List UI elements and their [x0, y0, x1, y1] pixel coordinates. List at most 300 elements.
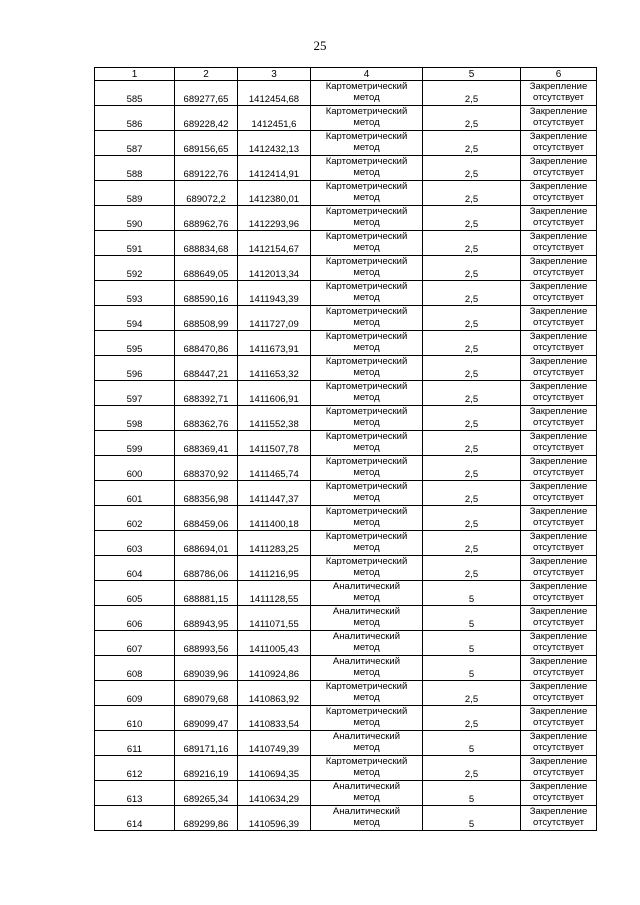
fixing-line-1: Закрепление [529, 531, 588, 542]
table-row [95, 106, 597, 131]
y-coordinate-cell: 1411552,38 [238, 406, 311, 431]
method-line-1: Картометрический [325, 431, 408, 442]
fixing-cell [521, 331, 597, 356]
accuracy-cell: 2,5 [423, 281, 521, 306]
method-cell [311, 706, 423, 731]
point-number-cell: 608 [95, 656, 175, 681]
fixing-cell [521, 106, 597, 131]
x-coordinate-cell: 688649,05 [175, 256, 238, 281]
x-coordinate-cell: 688786,06 [175, 556, 238, 581]
x-coordinate-cell: 688508,99 [175, 306, 238, 331]
method-line-2: метод [353, 542, 380, 553]
fixing-line-2: отсутствует [533, 92, 584, 103]
method-cell [311, 81, 423, 106]
table-row [95, 506, 597, 531]
fixing-cell [521, 181, 597, 206]
point-number-cell: 601 [95, 481, 175, 506]
x-coordinate-cell: 688881,15 [175, 581, 238, 606]
table-row [95, 731, 597, 756]
accuracy-cell: 2,5 [423, 406, 521, 431]
point-number-cell: 614 [95, 806, 175, 831]
x-coordinate-cell: 689039,96 [175, 656, 238, 681]
method-line-2: метод [353, 342, 380, 353]
method-line-1: Картометрический [325, 281, 408, 292]
method-line-2: метод [353, 317, 380, 328]
fixing-cell [521, 206, 597, 231]
method-line-2: метод [353, 742, 380, 753]
table-row [95, 356, 597, 381]
method-cell [311, 631, 423, 656]
fixing-line-2: отсутствует [533, 742, 584, 753]
method-cell [311, 431, 423, 456]
point-number-cell: 593 [95, 281, 175, 306]
table-row [95, 806, 597, 831]
method-cell [311, 756, 423, 781]
table-row [95, 681, 597, 706]
fixing-cell [521, 256, 597, 281]
fixing-line-2: отсутствует [533, 142, 584, 153]
fixing-line-2: отсутствует [533, 417, 584, 428]
method-line-2: метод [353, 417, 380, 428]
point-number-cell: 598 [95, 406, 175, 431]
method-cell [311, 306, 423, 331]
fixing-cell [521, 306, 597, 331]
method-line-2: метод [353, 442, 380, 453]
method-cell [311, 156, 423, 181]
x-coordinate-cell: 688459,06 [175, 506, 238, 531]
fixing-cell [521, 481, 597, 506]
method-line-1: Картометрический [325, 506, 408, 517]
method-cell [311, 231, 423, 256]
accuracy-cell: 5 [423, 656, 521, 681]
method-line-2: метод [353, 167, 380, 178]
x-coordinate-cell: 688943,95 [175, 606, 238, 631]
fixing-cell [521, 356, 597, 381]
method-line-1: Картометрический [325, 156, 408, 167]
table-row [95, 556, 597, 581]
fixing-line-2: отсутствует [533, 242, 584, 253]
method-cell [311, 481, 423, 506]
x-coordinate-cell: 688356,98 [175, 481, 238, 506]
method-line-2: метод [353, 292, 380, 303]
table-row [95, 756, 597, 781]
fixing-line-1: Закрепление [529, 706, 588, 717]
point-number-cell: 594 [95, 306, 175, 331]
y-coordinate-cell: 1411283,25 [238, 531, 311, 556]
y-coordinate-cell: 1411216,95 [238, 556, 311, 581]
fixing-line-2: отсутствует [533, 667, 584, 678]
point-number-cell: 610 [95, 706, 175, 731]
y-coordinate-cell: 1412454,68 [238, 81, 311, 106]
fixing-line-2: отсутствует [533, 167, 584, 178]
point-number-cell: 587 [95, 131, 175, 156]
method-cell [311, 281, 423, 306]
x-coordinate-cell: 688369,41 [175, 431, 238, 456]
table-row [95, 206, 597, 231]
method-cell [311, 681, 423, 706]
fixing-line-2: отсутствует [533, 342, 584, 353]
point-number-cell: 599 [95, 431, 175, 456]
accuracy-cell: 2,5 [423, 81, 521, 106]
table-row [95, 131, 597, 156]
x-coordinate-cell: 688962,76 [175, 206, 238, 231]
point-number-cell: 590 [95, 206, 175, 231]
method-line-1: Картометрический [325, 131, 408, 142]
y-coordinate-cell: 1411465,74 [238, 456, 311, 481]
accuracy-cell: 5 [423, 581, 521, 606]
table-row [95, 156, 597, 181]
column-header: 5 [423, 68, 521, 81]
table-row [95, 481, 597, 506]
fixing-line-1: Закрепление [529, 806, 588, 817]
fixing-cell [521, 706, 597, 731]
fixing-line-1: Закрепление [529, 281, 588, 292]
page-number: 25 [313, 38, 327, 53]
method-line-1: Картометрический [325, 331, 408, 342]
x-coordinate-cell: 689277,65 [175, 81, 238, 106]
fixing-cell [521, 431, 597, 456]
accuracy-cell: 2,5 [423, 556, 521, 581]
method-line-1: Аналитический [332, 656, 401, 667]
method-line-1: Аналитический [332, 581, 401, 592]
fixing-line-1: Закрепление [529, 656, 588, 667]
method-line-1: Картометрический [325, 406, 408, 417]
accuracy-cell: 2,5 [423, 681, 521, 706]
fixing-line-2: отсутствует [533, 492, 584, 503]
y-coordinate-cell: 1410749,39 [238, 731, 311, 756]
y-coordinate-cell: 1412451,6 [238, 106, 311, 131]
method-line-2: метод [353, 667, 380, 678]
fixing-line-1: Закрепление [529, 431, 588, 442]
fixing-line-1: Закрепление [529, 406, 588, 417]
accuracy-cell: 2,5 [423, 306, 521, 331]
fixing-line-1: Закрепление [529, 356, 588, 367]
x-coordinate-cell: 689099,47 [175, 706, 238, 731]
y-coordinate-cell: 1411606,91 [238, 381, 311, 406]
method-line-2: метод [353, 192, 380, 203]
accuracy-cell: 2,5 [423, 756, 521, 781]
fixing-line-2: отсутствует [533, 567, 584, 578]
y-coordinate-cell: 1411005,43 [238, 631, 311, 656]
table-row [95, 706, 597, 731]
table-header-row [95, 68, 597, 81]
method-line-2: метод [353, 567, 380, 578]
method-cell [311, 131, 423, 156]
y-coordinate-cell: 1412380,01 [238, 181, 311, 206]
fixing-line-2: отсутствует [533, 117, 584, 128]
point-number-cell: 609 [95, 681, 175, 706]
method-line-2: метод [353, 692, 380, 703]
x-coordinate-cell: 689299,86 [175, 806, 238, 831]
fixing-cell [521, 531, 597, 556]
table-row [95, 531, 597, 556]
point-number-cell: 606 [95, 606, 175, 631]
fixing-line-2: отсутствует [533, 617, 584, 628]
accuracy-cell: 2,5 [423, 531, 521, 556]
accuracy-cell: 2,5 [423, 356, 521, 381]
x-coordinate-cell: 688447,21 [175, 356, 238, 381]
method-line-2: метод [353, 92, 380, 103]
fixing-line-1: Закрепление [529, 556, 588, 567]
accuracy-cell: 5 [423, 731, 521, 756]
fixing-line-1: Закрепление [529, 231, 588, 242]
y-coordinate-cell: 1412013,34 [238, 256, 311, 281]
y-coordinate-cell: 1412293,96 [238, 206, 311, 231]
point-number-cell: 588 [95, 156, 175, 181]
fixing-line-2: отсутствует [533, 642, 584, 653]
point-number-cell: 605 [95, 581, 175, 606]
method-line-2: метод [353, 392, 380, 403]
x-coordinate-cell: 688834,68 [175, 231, 238, 256]
point-number-cell: 612 [95, 756, 175, 781]
fixing-line-2: отсутствует [533, 392, 584, 403]
y-coordinate-cell: 1412154,67 [238, 231, 311, 256]
accuracy-cell: 2,5 [423, 231, 521, 256]
table-row [95, 256, 597, 281]
fixing-cell [521, 381, 597, 406]
y-coordinate-cell: 1411727,09 [238, 306, 311, 331]
point-number-cell: 604 [95, 556, 175, 581]
fixing-line-1: Закрепление [529, 756, 588, 767]
method-line-2: метод [353, 142, 380, 153]
method-line-2: метод [353, 617, 380, 628]
method-line-2: метод [353, 717, 380, 728]
table-row [95, 306, 597, 331]
fixing-line-1: Закрепление [529, 81, 588, 92]
accuracy-cell: 5 [423, 631, 521, 656]
method-line-2: метод [353, 242, 380, 253]
fixing-line-2: отсутствует [533, 542, 584, 553]
table-row [95, 781, 597, 806]
accuracy-cell: 2,5 [423, 256, 521, 281]
accuracy-cell: 2,5 [423, 106, 521, 131]
fixing-line-1: Закрепление [529, 631, 588, 642]
point-number-cell: 613 [95, 781, 175, 806]
fixing-line-2: отсутствует [533, 717, 584, 728]
y-coordinate-cell: 1411943,39 [238, 281, 311, 306]
point-number-cell: 603 [95, 531, 175, 556]
fixing-line-1: Закрепление [529, 131, 588, 142]
method-line-2: метод [353, 792, 380, 803]
fixing-line-1: Закрепление [529, 606, 588, 617]
fixing-cell [521, 656, 597, 681]
point-number-cell: 611 [95, 731, 175, 756]
fixing-cell [521, 506, 597, 531]
fixing-line-1: Закрепление [529, 581, 588, 592]
fixing-cell [521, 281, 597, 306]
fixing-line-2: отсутствует [533, 217, 584, 228]
y-coordinate-cell: 1411447,37 [238, 481, 311, 506]
method-line-2: метод [353, 117, 380, 128]
accuracy-cell: 5 [423, 806, 521, 831]
method-cell [311, 506, 423, 531]
accuracy-cell: 5 [423, 781, 521, 806]
fixing-cell [521, 631, 597, 656]
accuracy-cell: 2,5 [423, 456, 521, 481]
fixing-line-1: Закрепление [529, 681, 588, 692]
y-coordinate-cell: 1410833,54 [238, 706, 311, 731]
method-line-1: Картометрический [325, 681, 408, 692]
fixing-line-1: Закрепление [529, 381, 588, 392]
fixing-line-2: отсутствует [533, 817, 584, 828]
fixing-line-2: отсутствует [533, 192, 584, 203]
x-coordinate-cell: 689216,19 [175, 756, 238, 781]
y-coordinate-cell: 1410596,39 [238, 806, 311, 831]
fixing-line-2: отсутствует [533, 442, 584, 453]
column-header: 2 [175, 68, 238, 81]
fixing-cell [521, 456, 597, 481]
method-cell [311, 781, 423, 806]
y-coordinate-cell: 1411071,55 [238, 606, 311, 631]
accuracy-cell: 2,5 [423, 506, 521, 531]
fixing-cell [521, 131, 597, 156]
column-header: 4 [311, 68, 423, 81]
table-row [95, 381, 597, 406]
y-coordinate-cell: 1411128,55 [238, 581, 311, 606]
table-row [95, 431, 597, 456]
fixing-line-2: отсутствует [533, 467, 584, 478]
y-coordinate-cell: 1411653,32 [238, 356, 311, 381]
accuracy-cell: 2,5 [423, 206, 521, 231]
method-line-1: Картометрический [325, 181, 408, 192]
method-line-1: Картометрический [325, 306, 408, 317]
method-line-2: метод [353, 467, 380, 478]
table-row [95, 181, 597, 206]
fixing-line-1: Закрепление [529, 156, 588, 167]
fixing-cell [521, 81, 597, 106]
coordinates-table [94, 67, 597, 831]
fixing-line-2: отсутствует [533, 367, 584, 378]
method-line-1: Аналитический [332, 781, 401, 792]
table-row [95, 581, 597, 606]
fixing-cell [521, 806, 597, 831]
fixing-line-2: отсутствует [533, 792, 584, 803]
method-cell [311, 406, 423, 431]
point-number-cell: 600 [95, 456, 175, 481]
method-cell [311, 581, 423, 606]
table-row [95, 631, 597, 656]
accuracy-cell: 2,5 [423, 331, 521, 356]
x-coordinate-cell: 689072,2 [175, 181, 238, 206]
x-coordinate-cell: 689171,16 [175, 731, 238, 756]
table-row [95, 656, 597, 681]
accuracy-cell: 2,5 [423, 181, 521, 206]
method-line-2: метод [353, 217, 380, 228]
method-cell [311, 381, 423, 406]
fixing-cell [521, 231, 597, 256]
accuracy-cell: 2,5 [423, 706, 521, 731]
fixing-cell [521, 731, 597, 756]
fixing-line-1: Закрепление [529, 206, 588, 217]
point-number-cell: 597 [95, 381, 175, 406]
method-line-1: Аналитический [332, 606, 401, 617]
method-cell [311, 731, 423, 756]
method-line-1: Картометрический [325, 106, 408, 117]
method-cell [311, 331, 423, 356]
x-coordinate-cell: 688470,86 [175, 331, 238, 356]
fixing-line-2: отсутствует [533, 692, 584, 703]
fixing-line-1: Закрепление [529, 781, 588, 792]
fixing-cell [521, 781, 597, 806]
fixing-line-1: Закрепление [529, 731, 588, 742]
table-row [95, 456, 597, 481]
x-coordinate-cell: 688392,71 [175, 381, 238, 406]
fixing-line-2: отсутствует [533, 267, 584, 278]
accuracy-cell: 2,5 [423, 481, 521, 506]
fixing-cell [521, 406, 597, 431]
accuracy-cell: 2,5 [423, 381, 521, 406]
fixing-line-2: отсутствует [533, 767, 584, 778]
x-coordinate-cell: 689122,76 [175, 156, 238, 181]
fixing-cell [521, 681, 597, 706]
point-number-cell: 586 [95, 106, 175, 131]
x-coordinate-cell: 688590,16 [175, 281, 238, 306]
accuracy-cell: 2,5 [423, 431, 521, 456]
point-number-cell: 585 [95, 81, 175, 106]
fixing-line-2: отсутствует [533, 292, 584, 303]
fixing-line-1: Закрепление [529, 481, 588, 492]
method-cell [311, 456, 423, 481]
fixing-line-1: Закрепление [529, 181, 588, 192]
x-coordinate-cell: 689079,68 [175, 681, 238, 706]
y-coordinate-cell: 1411400,18 [238, 506, 311, 531]
y-coordinate-cell: 1410694,35 [238, 756, 311, 781]
method-line-2: метод [353, 817, 380, 828]
table-row [95, 281, 597, 306]
method-line-1: Картометрический [325, 706, 408, 717]
y-coordinate-cell: 1410924,86 [238, 656, 311, 681]
method-line-1: Картометрический [325, 231, 408, 242]
fixing-line-1: Закрепление [529, 506, 588, 517]
method-line-2: метод [353, 267, 380, 278]
method-cell [311, 256, 423, 281]
method-cell [311, 106, 423, 131]
accuracy-cell: 5 [423, 606, 521, 631]
x-coordinate-cell: 688370,92 [175, 456, 238, 481]
fixing-cell [521, 606, 597, 631]
accuracy-cell: 2,5 [423, 156, 521, 181]
method-line-1: Картометрический [325, 356, 408, 367]
table-row [95, 606, 597, 631]
point-number-cell: 589 [95, 181, 175, 206]
x-coordinate-cell: 689156,65 [175, 131, 238, 156]
accuracy-cell: 2,5 [423, 131, 521, 156]
fixing-line-1: Закрепление [529, 256, 588, 267]
method-line-1: Аналитический [332, 806, 401, 817]
method-line-1: Картометрический [325, 206, 408, 217]
method-line-1: Аналитический [332, 631, 401, 642]
method-line-1: Картометрический [325, 456, 408, 467]
method-cell [311, 806, 423, 831]
point-number-cell: 595 [95, 331, 175, 356]
fixing-cell [521, 156, 597, 181]
fixing-line-1: Закрепление [529, 456, 588, 467]
table-row [95, 231, 597, 256]
column-header: 3 [238, 68, 311, 81]
x-coordinate-cell: 688993,56 [175, 631, 238, 656]
x-coordinate-cell: 689265,34 [175, 781, 238, 806]
x-coordinate-cell: 689228,42 [175, 106, 238, 131]
point-number-cell: 607 [95, 631, 175, 656]
y-coordinate-cell: 1412432,13 [238, 131, 311, 156]
fixing-line-2: отсутствует [533, 592, 584, 603]
fixing-cell [521, 756, 597, 781]
method-line-1: Картометрический [325, 381, 408, 392]
method-line-1: Картометрический [325, 81, 408, 92]
fixing-line-1: Закрепление [529, 106, 588, 117]
method-line-2: метод [353, 592, 380, 603]
fixing-line-1: Закрепление [529, 331, 588, 342]
